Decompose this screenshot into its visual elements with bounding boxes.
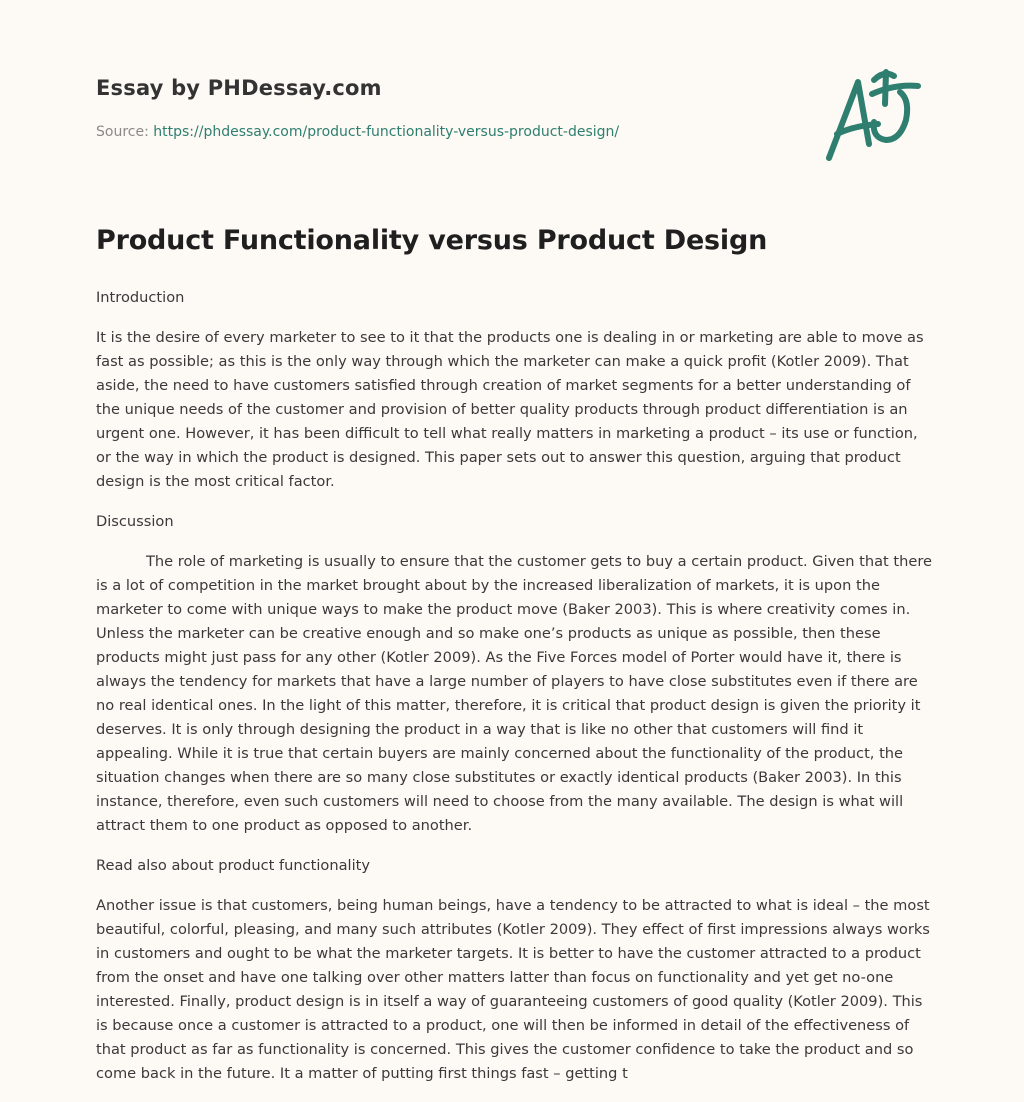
section-heading-introduction: Introduction	[96, 289, 185, 306]
source-line	[96, 124, 619, 140]
paragraph-continuation: Another issue is that customers, being human beings, have a tendency to be attracted to what is ideal – the most beautiful, colorful, pleasing, and many such attributes (Kotler 2009). They effect of first impressions always works in customers and ought to be what the marketer targets. It is better to have the customer attracted to a product from the onset and have one talking over other matters latter than focus on functionality and yet get no-one interested. Finally, product design is in itself a way of guaranteeing customers of good quality (Kotler 2009). This is because once a customer is attracted to a product, one will then be informed in detail of the effectiveness of that product as far as functionality is concerned. This gives the customer confidence to take the product and so come back in the future. It a matter of putting first things fast – getting t	[96, 897, 930, 1082]
site-brand: Essay by PHDessay.com	[96, 76, 382, 100]
essay-title: Product Functionality versus Product Design	[96, 225, 768, 256]
source-link[interactable]: https://phdessay.com/product-functionality-versus-product-design/	[153, 124, 620, 140]
a-plus-logo-icon	[826, 68, 926, 164]
section-heading-discussion: Discussion	[96, 513, 174, 530]
essay-body	[96, 286, 936, 1102]
paragraph-introduction: It is the desire of every marketer to see to it that the products one is dealing in or marketing are able to move as fast as possible; as this is the only way through which the marketer can make a quick profit (Kotler 2009). That aside, the need to have customers satisfied through creation of market segments for a better understanding of the unique needs of the customer and provision of better quality products through product differentiation is an urgent one. However, it has been difficult to tell what really matters in marketing a product – its use or function, or the way in which the product is designed. This paper sets out to answer this question, arguing that product design is the most critical factor.	[96, 329, 924, 490]
paragraph-discussion: The role of marketing is usually to ensure that the customer gets to buy a certain product. Given that there is a lot of competition in the market brought about by the increased liberalization of markets, it is upon the marketer to come with unique ways to make the product move (Baker 2003). This is where creativity comes in. Unless the marketer can be creative enough and so make one’s products as unique as possible, then these products might just pass for any other (Kotler 2009). As the Five Forces model of Porter would have it, there is always the tendency for markets that have a large number of players to have close substitutes even if there are no real identical ones. In the light of this matter, therefore, it is critical that product design is given the priority it deserves. It is only through designing the product in a way that is like no other that customers will find it appealing. While it is true that certain buyers are mainly concerned about the functionality of the product, the situation changes when there are so many close substitutes or exactly identical products (Baker 2003). In this instance, therefore, even such customers will need to choose from the many available. The design is what will attract them to one product as opposed to another.	[96, 553, 933, 834]
source-label: Source:	[96, 124, 149, 140]
read-also-line: Read also about product functionality	[96, 857, 371, 874]
